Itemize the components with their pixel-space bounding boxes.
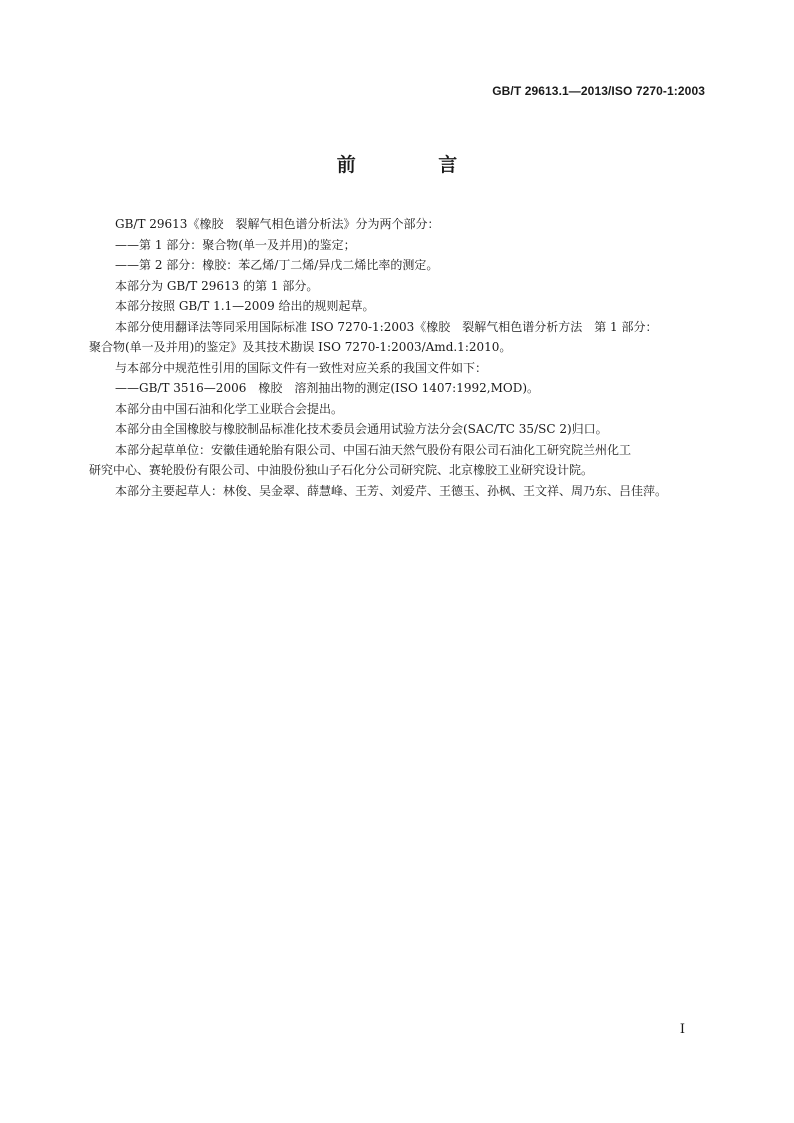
paragraph-adoption-line-1: 本部分使用翻译法等同采用国际标准 ISO 7270-1:2003《橡胶 裂解气相色谱分析方法 第 1 部分： bbox=[115, 319, 658, 334]
list-item-ref-gbt3516: ——GB/T 3516—2006 橡胶 溶剂抽出物的测定(ISO 1407:1992,MOD)。 bbox=[115, 381, 540, 395]
paragraph-adoption-line-2: 聚合物(单一及并用)的鉴定》及其技术勘误 ISO 7270-1:2003/Amd.1:2010。 bbox=[89, 340, 512, 354]
foreword-body bbox=[89, 214, 705, 501]
standard-code-header: GB/T 29613.1—2013/ISO 7270-1:2003 bbox=[492, 84, 705, 98]
paragraph-adoption bbox=[89, 317, 705, 358]
paragraph-drafting-rules: 本部分按照 GB/T 1.1—2009 给出的规则起草。 bbox=[115, 299, 375, 313]
paragraph-drafters: 本部分主要起草人：林俊、吴金翠、薛慧峰、王芳、刘爱芹、王德玉、孙枫、王文祥、周乃东、吕佳萍。 bbox=[115, 483, 668, 498]
list-item-part-2: ——第 2 部分：橡胶：苯乙烯/丁二烯/异戊二烯比率的测定。 bbox=[115, 258, 439, 272]
page-number: I bbox=[679, 1022, 685, 1037]
paragraph-drafting-units bbox=[89, 440, 705, 481]
paragraph-drafting-units-line-1: 本部分起草单位：安徽佳通轮胎有限公司、中国石油天然气股份有限公司石油化工研究院兰州化工 bbox=[115, 442, 632, 457]
paragraph-normative-refs: 与本部分中规范性引用的国际文件有一致性对应关系的我国文件如下： bbox=[115, 360, 488, 375]
paragraph-series-intro: GB/T 29613《橡胶 裂解气相色谱分析法》分为两个部分： bbox=[115, 217, 440, 231]
list-item-part-1: ——第 1 部分：聚合物(单一及并用)的鉴定； bbox=[115, 237, 356, 252]
page-title: 前 言 bbox=[336, 154, 496, 176]
paragraph-centralized: 本部分由全国橡胶与橡胶制品标准化技术委员会通用试验方法分会(SAC/TC 35/SC 2)归口。 bbox=[115, 422, 608, 436]
paragraph-drafting-units-line-2: 研究中心、赛轮股份有限公司、中油股份独山子石化分公司研究院、北京橡胶工业研究设计院。 bbox=[89, 463, 594, 477]
paragraph-proposer: 本部分由中国石油和化学工业联合会提出。 bbox=[115, 401, 344, 416]
paragraph-part-statement: 本部分为 GB/T 29613 的第 1 部分。 bbox=[115, 278, 319, 293]
